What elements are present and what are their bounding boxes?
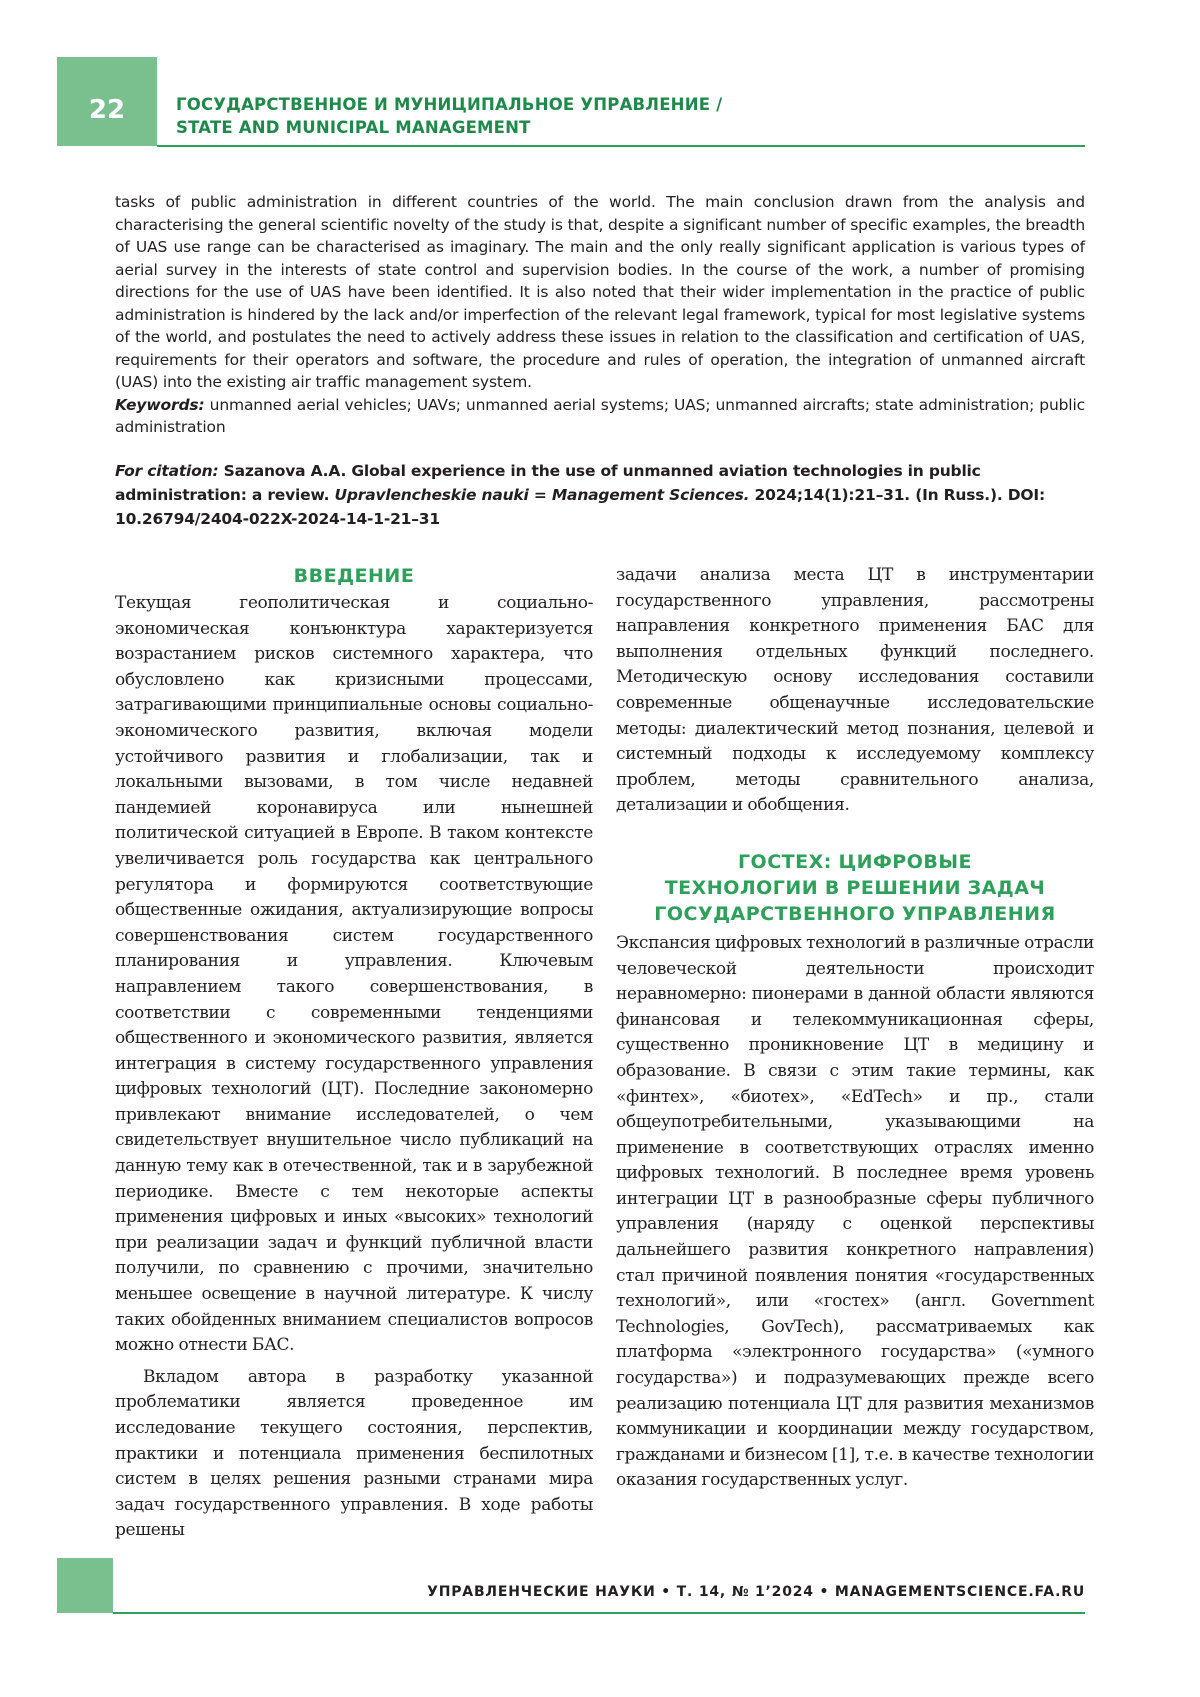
govtech-heading-line-1: ГОСТЕХ: ЦИФРОВЫЕ — [737, 850, 973, 873]
intro-paragraph-2-continued: задачи анализа места ЦТ в инструментарии государственного управления, рассмотрены направления конкретного применения БАС для выполнения отдельных функций последнего. Методическую основу исследования составили современные общенаучные исследовательские методы: диалектический метод познания, целевой и системный подходы к исследуемому комплексу проблем, методы сравнительного анализа, детализации и обобщения. — [616, 565, 1094, 816]
citation-label: For citation: — [115, 462, 219, 480]
citation-journal: Upravlencheskie nauki = Management Sciences. — [334, 486, 750, 504]
journal-title-ru: ГОСУДАРСТВЕННОЕ И МУНИЦИПАЛЬНОЕ УПРАВЛЕНИЕ / — [176, 95, 723, 114]
citation-details: 2024;14(1):21–31. (In Russ.). DOI: 10.26794/2404-022X-2024-14-1-21–31 — [115, 486, 1045, 528]
govtech-heading-line-3: ГОСУДАРСТВЕННОГО УПРАВЛЕНИЯ — [654, 902, 1056, 925]
keywords-label: Keywords: — [115, 395, 205, 414]
intro-paragraph-1: Текущая геополитическая и социально-экономическая конъюнктура характеризуется возрастанием рисков системного характера, что обусловлено как кризисными процессами, затрагивающими принципиальные основы социально-экономического развития, включая модели устойчивого развития и глобализации, так и локальными вызовами, в том числе недавней пандемией коронавируса или нынешней политической ситуацией в Европе. В таком контексте увеличивается роль государства как центрального регулятора и формируются соответствующие общественные ожидания, актуализирующие вопросы совершенствования систем государственного планирования и управления. Ключевым направлением такого совершенствования, в соответствии с современными тенденциями общественного и экономического развития, является интеграция в систему государственного управления цифровых технологий (ЦТ). Последние закономерно привлекают внимание исследователей, о чем свидетельствует внушительное число публикаций на данную тему как в отечественной, так и в зарубежной периодике. Вместе с тем некоторые аспекты применения цифровых и иных «высоких» технологий при реализации задач и функций публичной власти получили, по сравнению с прочими, значительно меньшее освещение в научной литературе. К числу таких обойденных вниманием специалистов вопросов можно отнести БАС. — [115, 593, 593, 1356]
govtech-heading-line-2: ТЕХНОЛОГИИ В РЕШЕНИИ ЗАДАЧ — [664, 876, 1046, 899]
govtech-heading — [616, 849, 1094, 927]
journal-title-en: STATE AND MUNICIPAL MANAGEMENT — [176, 118, 531, 137]
footer-journal-info: УПРАВЛЕНЧЕСКИЕ НАУКИ • Т. 14, № 1’2024 • MANAGEMENTSCIENCE.FA.RU — [427, 1584, 1085, 1600]
right-column — [616, 563, 1094, 1494]
keywords — [115, 394, 1085, 439]
journal-section-title — [176, 93, 722, 139]
abstract — [115, 191, 1085, 439]
citation-text: Sazanova A.A. Global experience in the use of unmanned aviation technologies in public administration: a review. — [115, 462, 981, 504]
citation — [115, 459, 1085, 531]
footer-accent-block — [57, 1558, 113, 1613]
abstract-text: tasks of public administration in different countries of the world. The main conclusion drawn from the analysis and characterising the general scientific novelty of the study is that, despite a significant number of specific examples, the breadth of UAS use range can be characterised as imaginary. The main and the only really significant application is various types of aerial survey in the interests of state control and supervision bodies. In the course of the work, a number of promising directions for the use of UAS have been identified. It is also noted that their wider implementation in the practice of public administration is hindered by the lack and/or imperfection of the relevant legal framework, typical for most legislative systems of the world, and postulates the need to actively address these issues in relation to the classification and certification of UAS, requirements for their operators and software, the procedure and rules of operation, the integration of unmanned aircraft (UAS) into the existing air traffic management system. — [115, 193, 1085, 391]
keywords-list: unmanned aerial vehicles; UAVs; unmanned aerial systems; UAS; unmanned aircrafts; state administration; public administration — [115, 395, 1085, 436]
page-number: 22 — [88, 95, 126, 125]
intro-paragraph-2: Вкладом автора в разработку указанной проблематики является проведенное им исследование текущего состояния, перспектив, практики и потенциала применения беспилотных систем в целях решения разными странами мира задач государственного управления. В ходе работы решены — [115, 1366, 593, 1541]
intro-heading: ВВЕДЕНИЕ — [293, 565, 415, 587]
left-column — [115, 563, 593, 1544]
footer-divider — [113, 1612, 1085, 1614]
header-divider — [157, 145, 1085, 147]
govtech-paragraph-1: Экспансия цифровых технологий в различные отрасли человеческой деятельности происходит неравномерно: пионерами в данной области являются финансовая и телекоммуникационная сферы, существенно проникновение ЦТ в медицину и образование. В связи с этим такие термины, как «финтех», «биотех», «EdTech» и пр., стали общеупотребительными, указывающими на применение в соответствующих отраслях именно цифровых технологий. В последнее время уровень интеграции ЦТ в разнообразные сферы публичного управления (наряду с оценкой перспективы дальнейшего развития конкретного направления) стал причиной появления понятия «государственных технологий», или «гостех» (англ. Government Technologies, GovTech), рассматриваемых как платформа «электронного государства» («умного государства») и подразумевающих прежде всего реализацию потенциала ЦТ для развития механизмов коммуникации и координации между государством, гражданами и бизнесом [1], т.е. в качестве технологии оказания государственных услуг. — [616, 932, 1094, 1491]
